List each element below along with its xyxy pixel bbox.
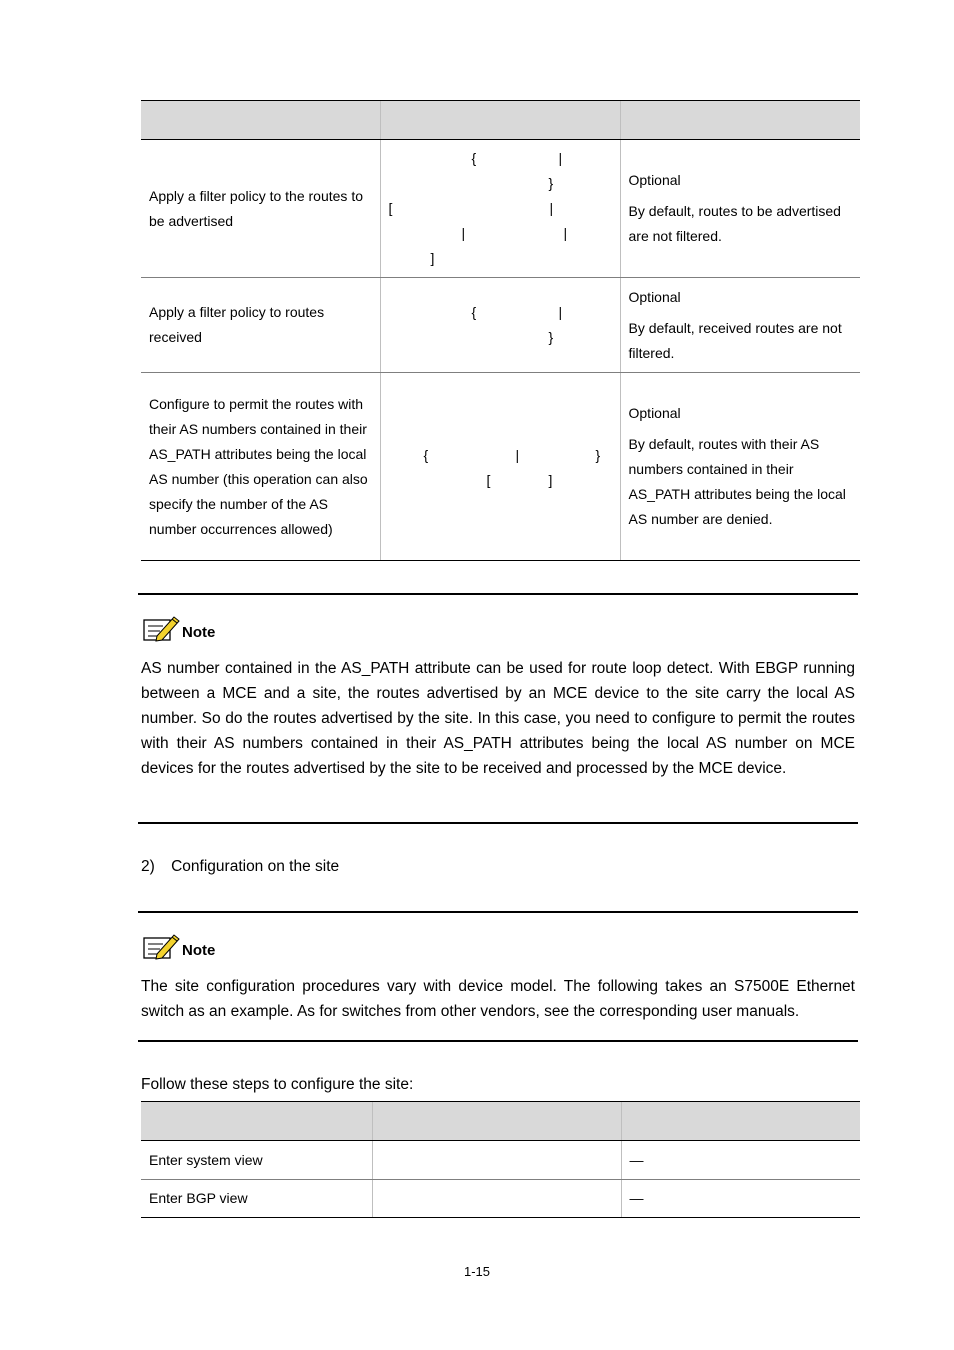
remarks-cell [620, 373, 860, 561]
note-icon [143, 932, 181, 960]
note-text: AS number contained in the AS_PATH attribute can be used for route loop detect. With EBGP running between a MCE and a site, the routes advertised by an MCE device to the site carry the local AS number. So do the routes advertised by the site. In this case, you need to configure to permit the routes with their AS numbers contained in their AS_PATH attributes being the local AS number on MCE devices for the routes advertised by the site to be received and processed by the MCE device. [141, 660, 855, 777]
note-top-rule [138, 593, 858, 595]
pipe-symbol: | [563, 225, 568, 241]
header-cell-remarks [620, 101, 860, 140]
header-cell-remarks [621, 1102, 860, 1141]
table-row [141, 373, 860, 561]
brace-symbol: { [423, 447, 429, 463]
pipe-symbol: | [515, 447, 520, 463]
note-top-rule [138, 911, 858, 913]
pipe-symbol: | [558, 304, 563, 320]
note-text: The site configuration procedures vary with device model. The following takes an S7500E Ethernet switch as an example. As for switches from other vendors, see the corresponding user manuals. [141, 978, 855, 1020]
note-title: Note [182, 942, 216, 959]
header-cell-command [380, 101, 620, 140]
note-title: Note [182, 624, 216, 641]
remarks-line: By default, routes to be advertised are not filtered. [628, 203, 841, 244]
remarks-cell: — [621, 1180, 860, 1218]
brace-symbol: } [548, 329, 554, 345]
pipe-symbol: | [558, 150, 563, 166]
header-cell-command [372, 1102, 621, 1141]
operation-cell: Enter BGP view [141, 1180, 372, 1218]
note-bottom-rule [138, 822, 858, 824]
command-cell [372, 1141, 621, 1180]
brace-symbol: { [471, 304, 477, 320]
table-row [141, 1180, 860, 1218]
brace-symbol: } [548, 175, 554, 191]
intro-text: Follow these steps to configure the site: [141, 1076, 414, 1093]
remarks-line: By default, routes with their AS numbers contained in their AS_PATH attributes being the local AS number are denied. [628, 436, 846, 527]
bracket-symbol: [ [486, 472, 491, 488]
note-icon [143, 614, 181, 642]
remarks-line: Optional [628, 172, 681, 188]
operation-cell: Apply a filter policy to routes received [141, 278, 380, 373]
bracket-symbol: ] [430, 250, 435, 266]
command-cell [380, 278, 620, 373]
operation-cell: Enter system view [141, 1141, 372, 1180]
step-item [141, 858, 339, 876]
brace-symbol: { [471, 150, 477, 166]
remarks-cell [620, 140, 860, 278]
remarks-line: Optional [628, 288, 681, 305]
remarks-line: By default, received routes are not filtered. [628, 319, 842, 361]
operation-cell: Apply a filter policy to the routes to be advertised [141, 140, 380, 278]
table-header-row [141, 1102, 860, 1141]
brace-symbol: } [595, 447, 601, 463]
pipe-symbol: | [461, 225, 466, 241]
page-number: 1-15 [463, 1264, 491, 1279]
note-bottom-rule [138, 1040, 858, 1042]
table-header-row [141, 101, 860, 140]
command-cell [372, 1180, 621, 1218]
command-cell [380, 373, 620, 561]
operation-cell: Configure to permit the routes with their AS numbers contained in their AS_PATH attributes being the local AS number (this operation can also specify the number of the AS number occurrences allowed) [141, 373, 380, 561]
table-row [141, 278, 860, 373]
command-cell [380, 140, 620, 278]
remarks-cell [620, 278, 860, 373]
table-row [141, 140, 860, 278]
config-table-site [141, 1101, 860, 1218]
header-cell-operation [141, 1102, 372, 1141]
config-table-mce [141, 100, 860, 561]
remarks-cell: — [621, 1141, 860, 1180]
step-text: Configuration on the site [171, 858, 340, 875]
step-number: 2) [141, 858, 155, 875]
bracket-symbol: [ [388, 200, 393, 216]
table-row [141, 1141, 860, 1180]
bracket-symbol: ] [548, 472, 553, 488]
pipe-symbol: | [549, 200, 554, 216]
remarks-line: Optional [628, 405, 681, 421]
header-cell-operation [141, 101, 380, 140]
